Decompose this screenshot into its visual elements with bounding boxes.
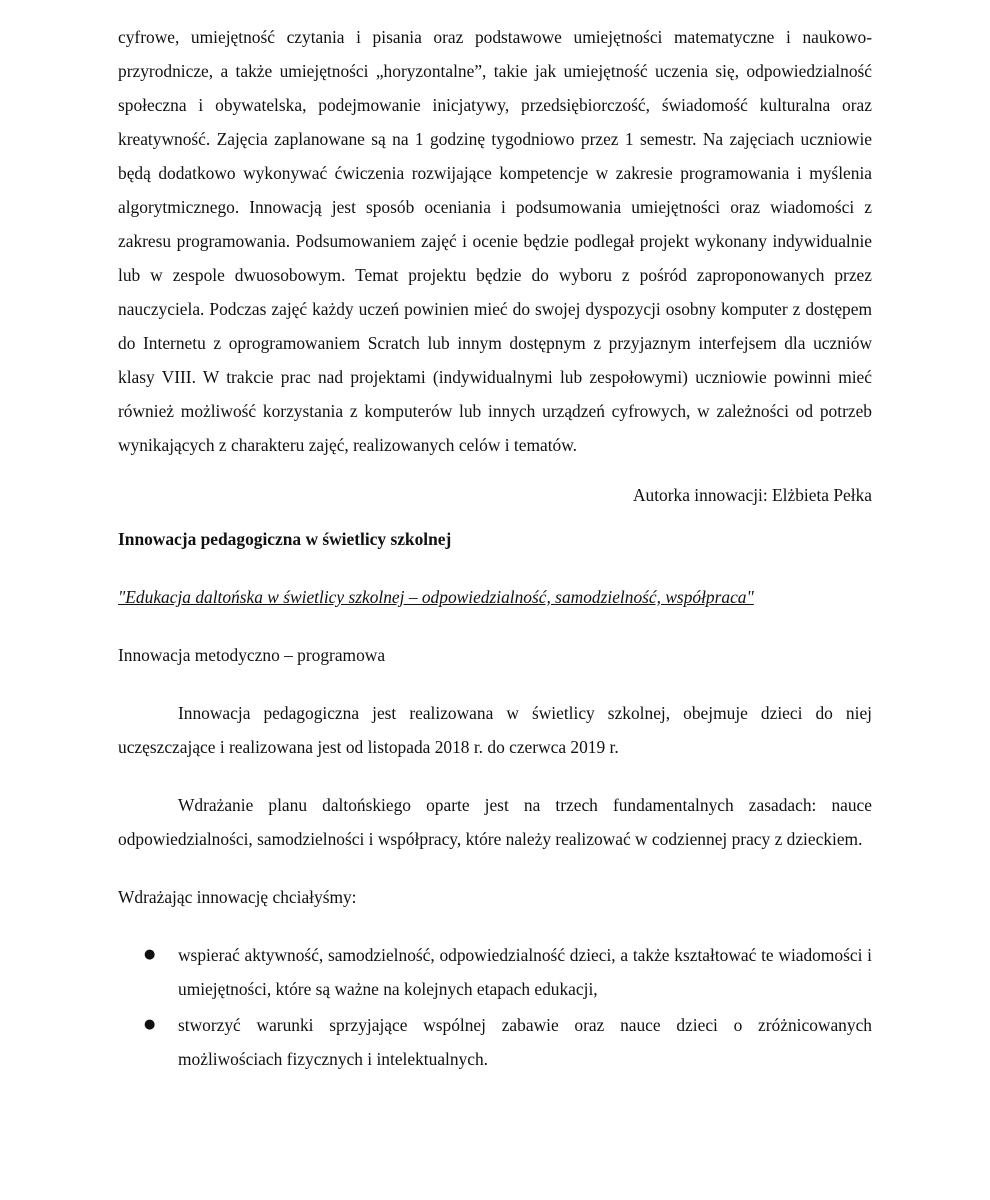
bullet-icon: ●: [144, 947, 156, 962]
goal-text: wspierać aktywność, samodzielność, odpowiedzialność dzieci, a także kształtować te wiadomości i umiejętności, które są ważne na kolejnych etapach edukacji,: [178, 945, 872, 999]
section-heading: Innowacja pedagogiczna w świetlicy szkolnej: [118, 529, 452, 549]
intro-paragraph: cyfrowe, umiejętność czytania i pisania oraz podstawowe umiejętności matematyczne i naukowo-przyrodnicze, a także umiejętności „horyzontalne”, takie jak umiejętność uczenia się, odpowiedzialność społeczna i obywatelska, podejmowanie inicjatywy, przedsiębiorczość, świadomość kulturalna oraz kreatywność. Zajęcia zaplanowane są na 1 godzinę tygodniowo przez 1 semestr. Na zajęciach uczniowie będą dodatkowo wykonywać ćwiczenia rozwijające kompetencje w zakresie programowania i myślenia algorytmicznego. Innowacją jest sposób oceniania i podsumowania umiejętności oraz wiadomości z zakresu programowania. Podsumowaniem zajęć i ocenie będzie podlegał projekt wykonany indywidualnie lub w zespole dwuosobowym. Temat projektu będzie do wyboru z pośród zaproponowanych przez nauczyciela. Podczas zajęć każdy uczeń powinien mieć do swojej dyspozycji osobny komputer z dostępem do Internetu z oprogramowaniem Scratch lub innym dostępnym z przyjaznym interfejsem dla uczniów klasy VIII. W trakcie prac nad projektami (indywidualnymi lub zespołowymi) uczniowie powinni mieć również możliwość korzystania z komputerów lub innych urządzeń cyfrowych, w zależności od potrzeb wynikających z charakteru zajęć, realizowanych celów i tematów.: [118, 27, 872, 455]
innovation-type: Innowacja metodyczno – programowa: [118, 645, 386, 665]
paragraph-dalton-plan: Wdrażanie planu daltońskiego oparte jest na trzech fundamentalnych zasadach: nauce odpowiedzialności, samodzielności i współpracy, które należy realizować w codziennej pracy z dzieckiem.: [118, 795, 872, 849]
goals-lead: Wdrażając innowację chciałyśmy:: [118, 887, 357, 907]
section-subtitle: "Edukacja daltońska w świetlicy szkolnej – odpowiedzialność, samodzielność, współpraca": [118, 587, 754, 607]
bullet-icon: ●: [144, 1017, 156, 1032]
author-line: Autorka innowacji: Elżbieta Pełka: [632, 485, 872, 505]
goals-list: [118, 938, 872, 1076]
list-item: [118, 938, 872, 1006]
goal-text: stworzyć warunki sprzyjające wspólnej zabawie oraz nauce dzieci o zróżnicowanych możliwościach fizycznych i intelektualnych.: [178, 1015, 872, 1069]
document-page: [118, 20, 872, 1078]
paragraph-realization: Innowacja pedagogiczna jest realizowana w świetlicy szkolnej, obejmuje dzieci do niej uczęszczające i realizowana jest od listopada 2018 r. do czerwca 2019 r.: [118, 703, 872, 757]
list-item: [118, 1008, 872, 1076]
